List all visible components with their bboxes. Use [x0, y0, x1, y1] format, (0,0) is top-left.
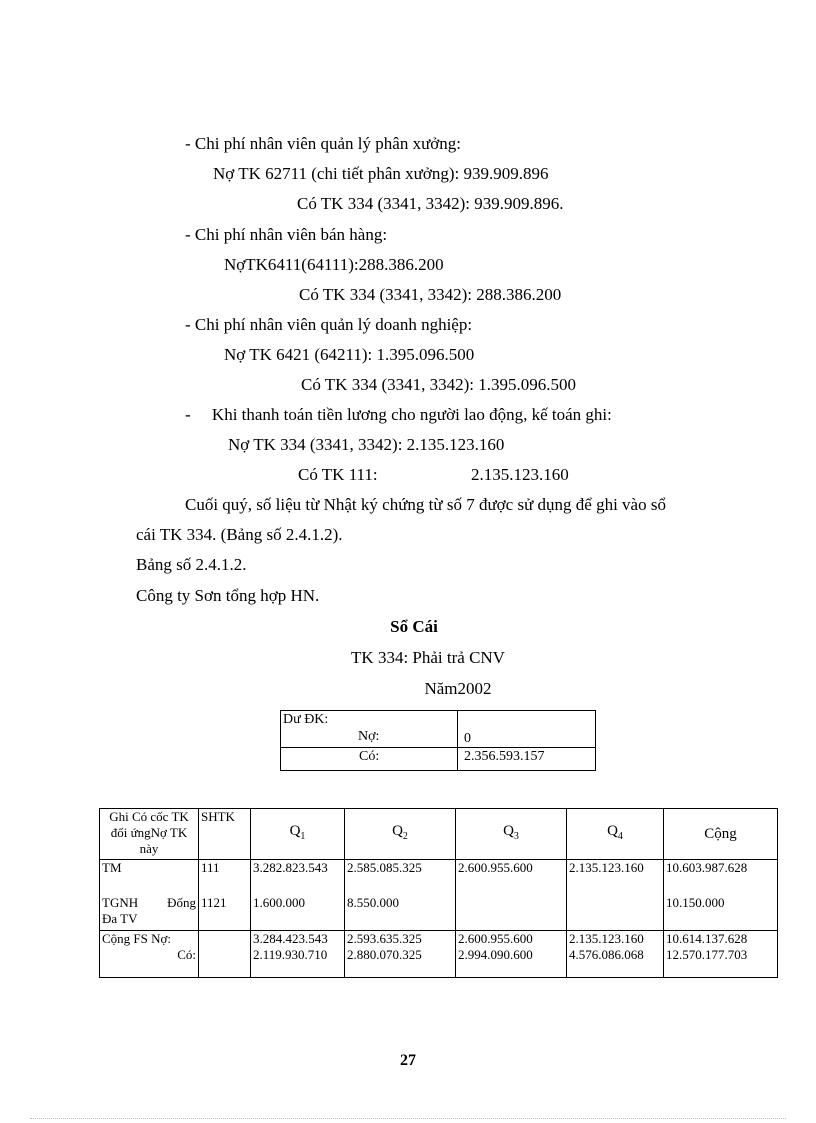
entry-debit-334: Nợ TK 334 (3341, 3342): 2.135.123.160 — [228, 435, 505, 454]
row-fs-total — [664, 931, 778, 978]
row-fs-q3 — [456, 931, 567, 978]
row-tgnh-total: 10.150.000 — [666, 895, 725, 910]
row-total-cell — [664, 860, 778, 931]
row-fs-q1-credit: 2.119.930.710 — [253, 947, 328, 962]
row-tm-shtk: 111 — [201, 860, 220, 875]
balance-credit-value: 2.356.593.157 — [458, 748, 596, 771]
row-shtk-cell — [199, 860, 251, 931]
entry-credit-334-a: Có TK 334 (3341, 3342): 939.909.896. — [297, 194, 564, 213]
row-fs-total-credit: 12.570.177.703 — [666, 947, 748, 962]
row-tgnh-q1: 1.600.000 — [253, 895, 305, 910]
row-fs-q3-debit: 2.600.955.600 — [458, 931, 533, 946]
table-reference: Bảng số 2.4.1.2. — [136, 555, 247, 574]
header-q4: $Q_4$ — [567, 809, 664, 860]
row-fs-name — [100, 931, 199, 978]
row-tm-total: 10.603.987.628 — [666, 860, 748, 875]
balance-credit-label: Có: — [281, 748, 458, 771]
row-tm-q4: 2.135.123.160 — [569, 860, 644, 875]
paragraph-quarter-end-cont: cái TK 334. (Bảng số 2.4.1.2). — [136, 525, 343, 544]
balance-debit-label: Nợ: — [358, 729, 380, 744]
paragraph-quarter-end: Cuối quý, số liệu từ Nhật ký chứng từ số 7 được sử dụng để ghi vào sổ — [185, 495, 666, 514]
row-tgnh-shtk: 1121 — [201, 895, 227, 910]
entry-debit-62711: Nợ TK 62711 (chi tiết phân xưởng): 939.909.896 — [213, 164, 549, 183]
row-fs-shtk — [199, 931, 251, 978]
row-fs-total-debit: 10.614.137.628 — [666, 931, 748, 946]
row-fs-debit-label: Cộng FS Nợ: — [102, 931, 172, 946]
ledger-header-row — [100, 809, 778, 860]
row-tm-q2: 2.585.085.325 — [347, 860, 422, 875]
entry-debit-6411: NợTK6411(64111):288.386.200 — [224, 255, 444, 274]
table-row — [100, 931, 778, 978]
row-fs-q2-credit: 2.880.070.325 — [347, 947, 422, 962]
ledger-year: Năm2002 — [424, 679, 492, 698]
balance-debit-value: 0 — [458, 711, 596, 748]
ledger-table — [99, 808, 778, 978]
row-fs-q3-credit: 2.994.090.600 — [458, 947, 533, 962]
row-tgnh-name-c: Đa TV — [102, 911, 138, 926]
row-fs-q1-debit: 3.284.423.543 — [253, 931, 328, 946]
header-q1: $Q_1$ — [251, 809, 345, 860]
row-fs-credit-label: Có: — [177, 947, 196, 962]
row-fs-q2 — [345, 931, 456, 978]
opening-balance-table — [280, 710, 596, 771]
row-q4-cell — [567, 860, 664, 931]
header-q2: $Q_2$ — [345, 809, 456, 860]
row-q2-cell — [345, 860, 456, 931]
page-number: 27 — [400, 1052, 416, 1069]
entry-credit-334-b: Có TK 334 (3341, 3342): 288.386.200 — [299, 285, 562, 304]
ledger-title: Sổ Cái — [390, 617, 438, 636]
row-tgnh-name-a: TGNH — [102, 895, 139, 910]
entry-credit-111-label: Có TK 111: — [298, 465, 378, 484]
row-fs-q4-credit: 4.576.086.068 — [569, 947, 644, 962]
row-fs-q4-debit: 2.135.123.160 — [569, 931, 644, 946]
balance-label-cell — [281, 711, 458, 748]
company-name: Công ty Sơn tổng hợp HN. — [136, 586, 320, 605]
footer-rule — [30, 1118, 786, 1119]
row-fs-q4 — [567, 931, 664, 978]
header-shtk: SHTK — [199, 809, 251, 860]
entry-debit-6421: Nợ TK 6421 (64211): 1.395.096.500 — [224, 345, 475, 364]
row-tgnh-q2: 8.550.000 — [347, 895, 399, 910]
row-tm-name: TM — [102, 860, 122, 875]
row-fs-q2-debit: 2.593.635.325 — [347, 931, 422, 946]
header-total: Cộng — [664, 809, 778, 860]
row-q3-cell — [456, 860, 567, 931]
header-q3: $Q_3$ — [456, 809, 567, 860]
bullet-management-staff-cost: - Chi phí nhân viên quản lý doanh nghiệp: — [185, 315, 473, 334]
entry-credit-334-c: Có TK 334 (3341, 3342): 1.395.096.500 — [301, 375, 576, 394]
row-tm-tgnh-name — [100, 860, 199, 931]
bullet-salary-payment: - Khi thanh toán tiền lương cho người lao động, kế toán ghi: — [185, 405, 612, 424]
row-tgnh-name-b: Đống — [167, 895, 196, 910]
balance-label: Dư ĐK: — [283, 712, 329, 727]
bullet-sales-staff-cost: - Chi phí nhân viên bán hàng: — [185, 225, 388, 244]
table-row — [100, 860, 778, 931]
row-tgnh-name-line — [100, 895, 198, 911]
ledger-subtitle: TK 334: Phải trả CNV — [351, 648, 505, 667]
header-account-col: Ghi Có cốc TK đối ứngNợ TK này — [100, 809, 199, 860]
row-fs-q1 — [251, 931, 345, 978]
row-tm-q3: 2.600.955.600 — [458, 860, 533, 875]
bullet-workshop-staff-cost: - Chi phí nhân viên quản lý phân xưởng: — [185, 134, 462, 153]
entry-credit-111-value: 2.135.123.160 — [471, 465, 569, 484]
row-q1-cell — [251, 860, 345, 931]
row-tm-q1: 3.282.823.543 — [253, 860, 328, 875]
